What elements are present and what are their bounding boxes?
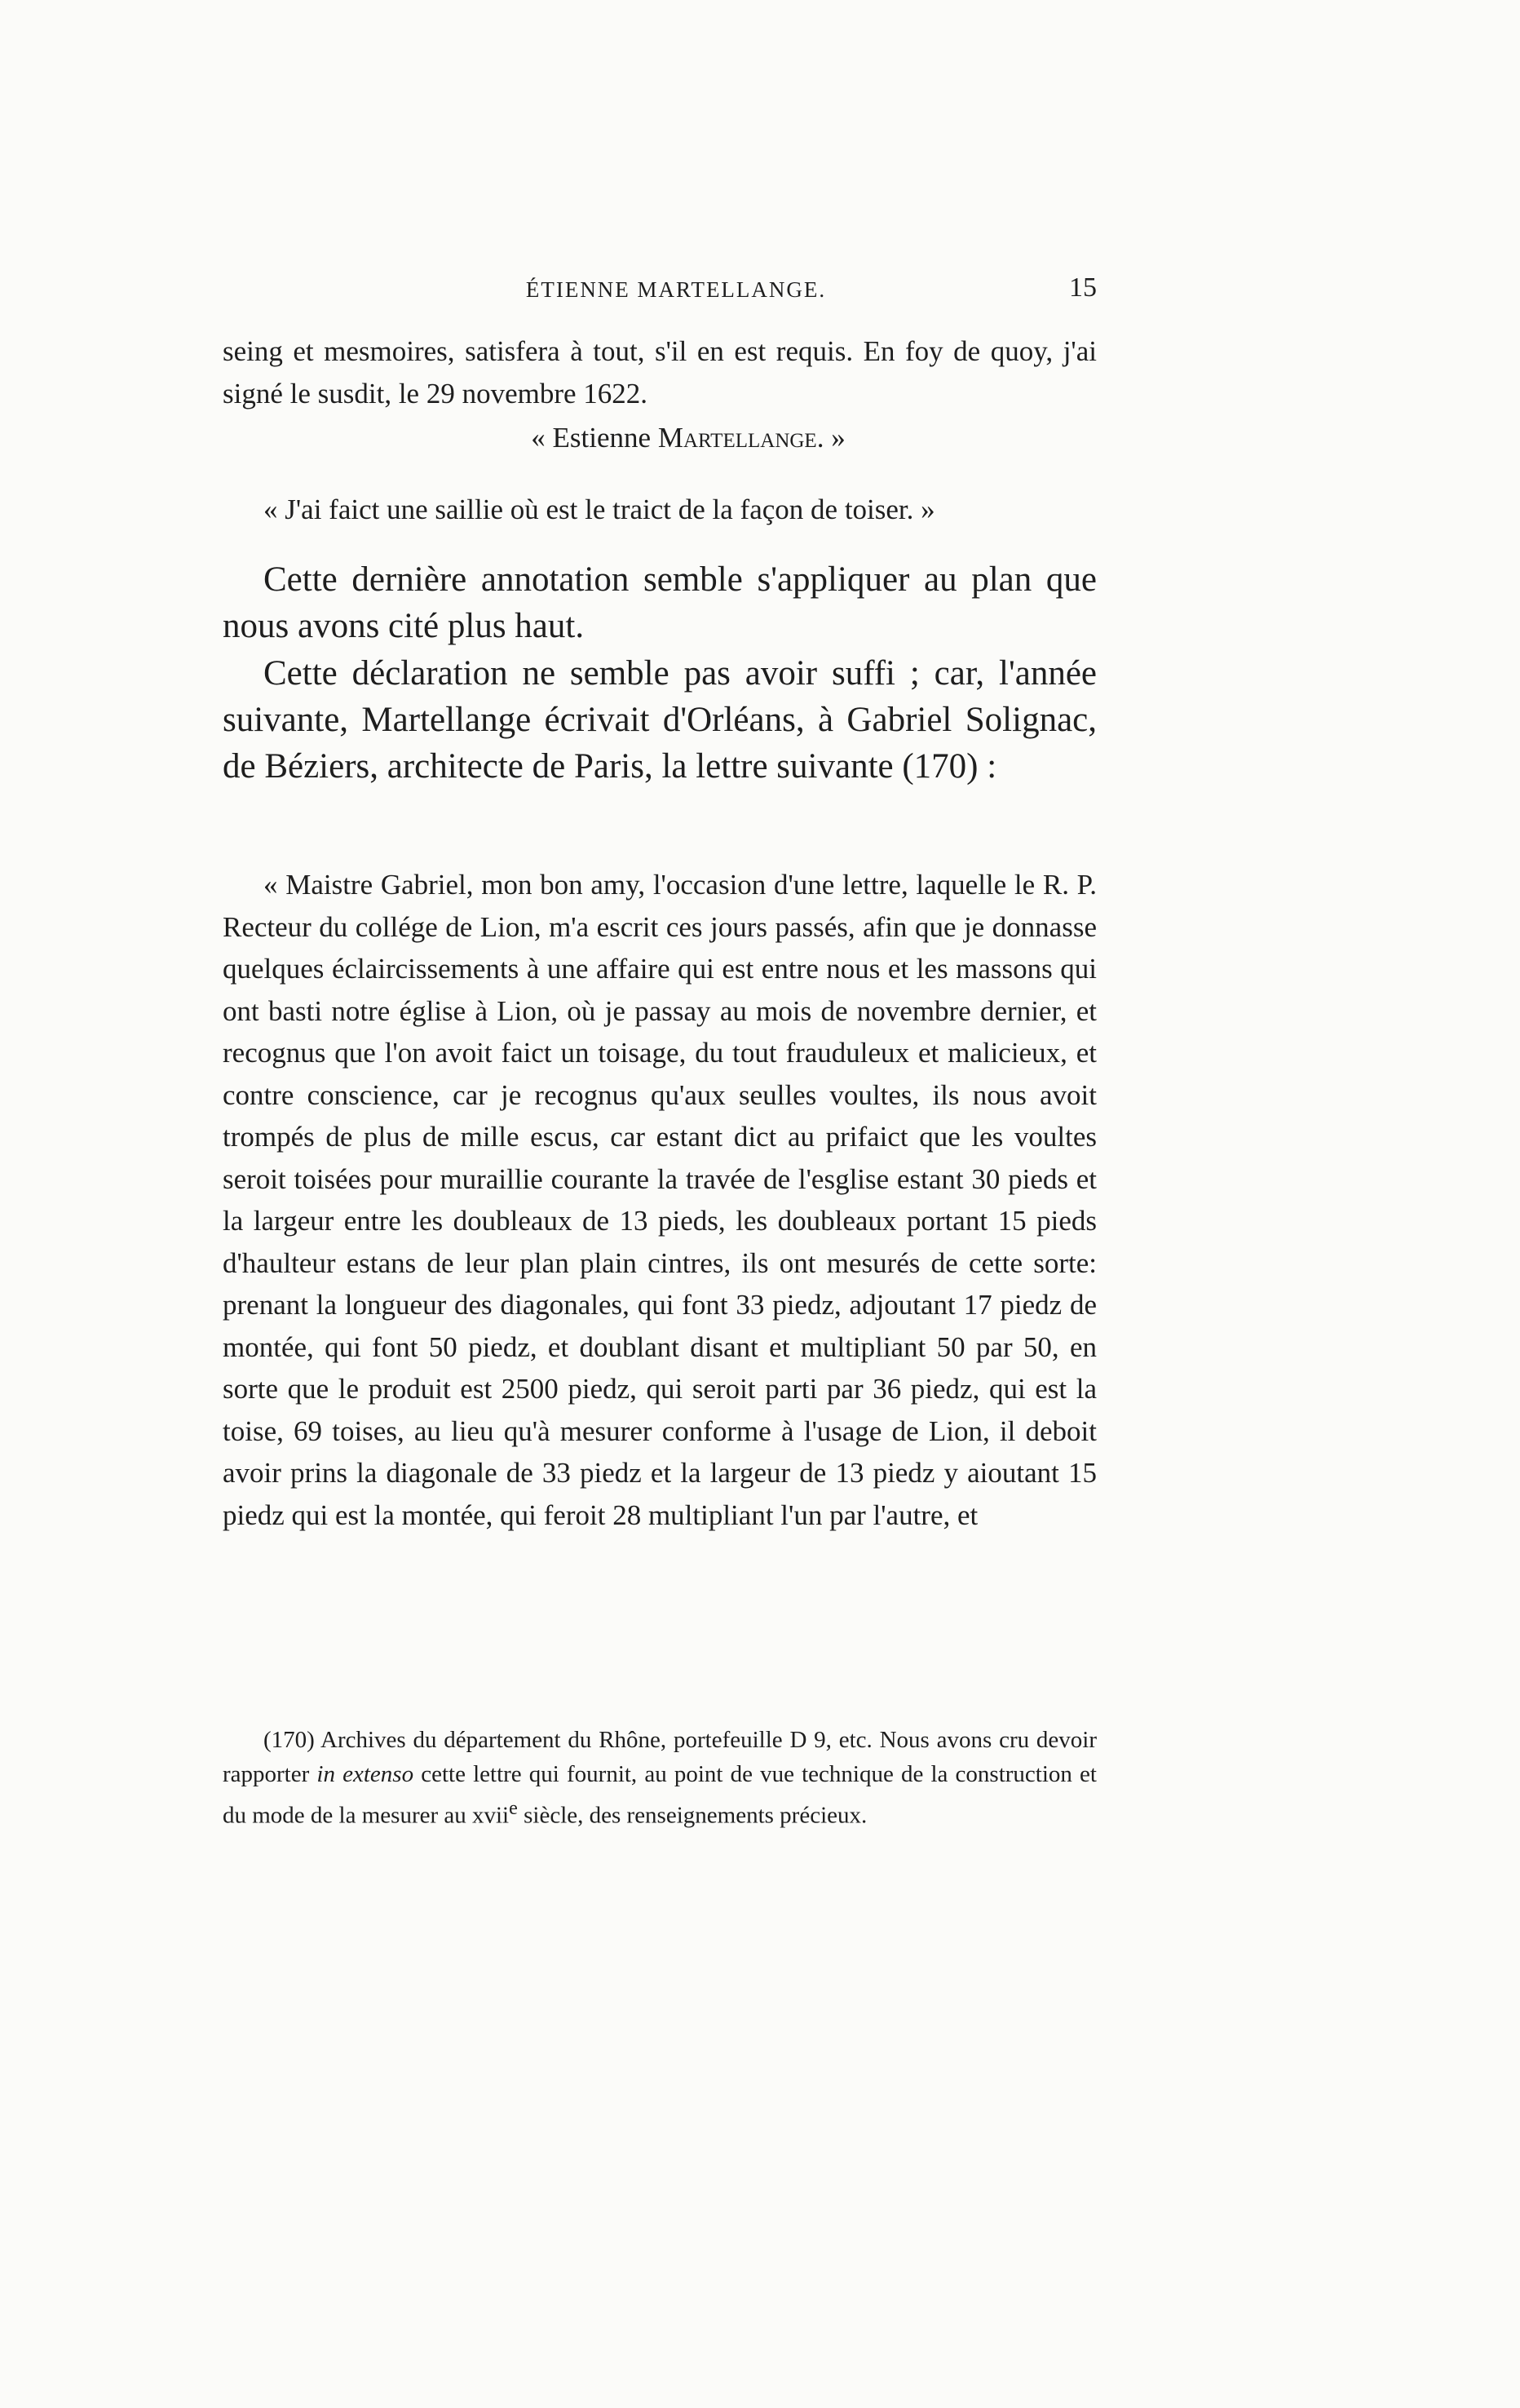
quoted-letter: « Maistre Gabriel, mon bon amy, l'occasion d'une lettre, laquelle le R. P. Recteur du collége de Lion, m'a escrit ces jours passés, afin que je donnasse quelques éclaircissements à une affaire qui est entre nous et les massons qui ont basti notre église à Lion, où je passay au mois de novembre dernier, et recognus que l'on avoit faict un toisage, du tout frauduleux et malicieux, et contre conscience, car je recognus qu'aux seulles voultes, ils nous avoit trompés de plus de mille escus, car estant dict au prifaict que les voultes seroit toisées pour muraillie courante la travée de l'esglise estant 30 pieds et la largeur entre les doubleaux de 13 pieds, les doubleaux portant 15 pieds d'haulteur estans de leur plan plain cintres, ils ont mesurés de cette sorte: prenant la longueur des diagonales, qui font 33 piedz, adjoutant 17 piedz de montée, qui font 50 piedz, et doublant disant et multipliant 50 par 50, en sorte que le produit est 2500 piedz, qui seroit parti par 36 piedz, qui est la toise, 69 toises, au lieu qu'à mesurer conforme à l'usage de Lion, il deboit avoir prins la diagonale de 33 piedz et la largeur de 13 piedz y aioutant 15 piedz qui est la montée, qui feroit 28 multipliant l'un par l'autre, et — [223, 869, 1097, 1531]
signature-open: « Estienne — [531, 422, 658, 454]
footnote-text — [223, 1723, 1097, 1833]
body-paragraph-1: Cette dernière annotation semble s'appliquer au plan que nous avons cité plus haut. — [223, 560, 1097, 645]
footnote-part-2: cette lettre qui fournit, au point de vue technique de la construction et du mode de la mesurer au xvii — [223, 1761, 1097, 1829]
footnote-part-1: (170) Archives du département du Rhône, portefeuille D 9, etc. Nous avons cru devoir rapporter — [223, 1727, 1097, 1787]
footnote — [223, 1723, 1097, 1833]
page-header — [223, 272, 1097, 313]
running-head: ÉTIENNE MARTELLANGE. — [525, 277, 827, 302]
signature-line — [223, 422, 1097, 454]
postscript-text: « J'ai faict une saillie où est le traict de la façon de toiser. » — [263, 494, 935, 525]
signature-close: . » — [816, 422, 846, 454]
footnote-part-3: siècle, des renseignements précieux. — [517, 1802, 868, 1829]
page-number: 15 — [1069, 272, 1097, 303]
footnote-italic: in extenso — [316, 1761, 414, 1787]
letter-closing-text: seing et mesmoires, satisfera à tout, s'il en est requis. En foy de quoy, j'ai signé le susdit, le 29 novembre 1622. — [223, 335, 1097, 409]
footnote-superscript: e — [509, 1797, 518, 1819]
body-paragraph-2: Cette déclaration ne semble pas avoir suffi ; car, l'année suivante, Martellange écrivait d'Orléans, à Gabriel Solignac, de Béziers, architecte de Paris, la lettre suivante (170) : — [223, 654, 1097, 786]
signature-name: Martellange — [657, 422, 817, 454]
